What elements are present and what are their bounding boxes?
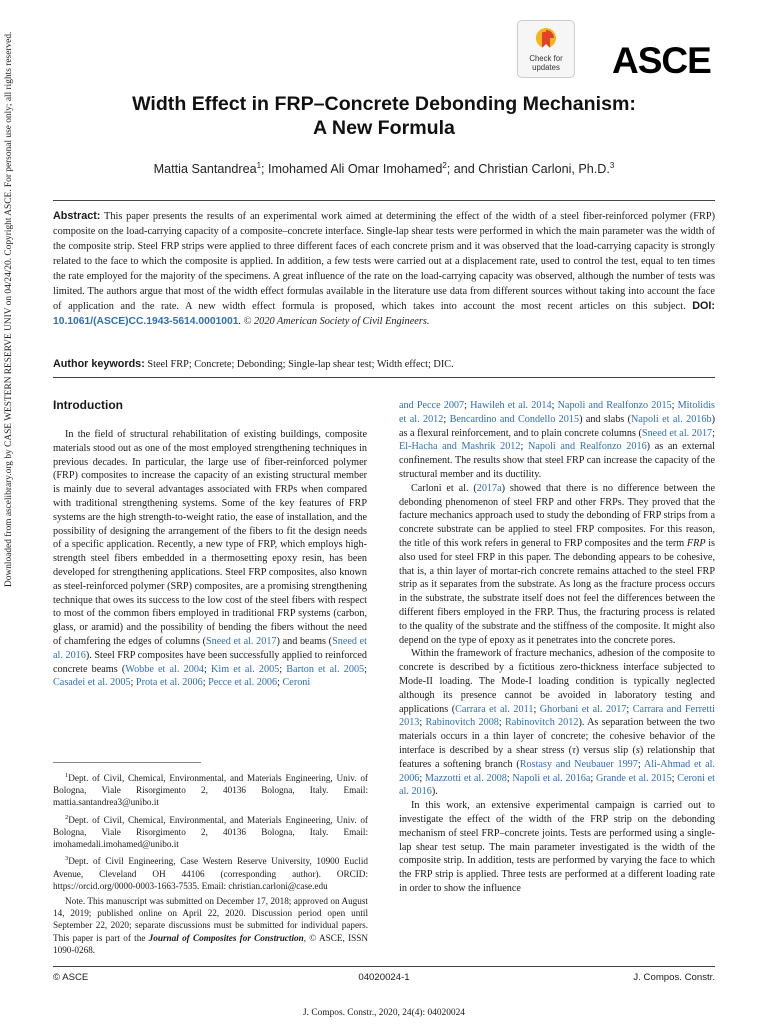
separator: ; <box>279 663 287 675</box>
asce-logo: ASCE <box>612 40 711 81</box>
separator: ; <box>533 703 540 715</box>
text-run: ) relationship that features a softening branch ( <box>399 744 715 770</box>
ref-link[interactable]: Carrara and Ferretti 2013 <box>399 703 715 729</box>
separator: ; <box>520 441 528 453</box>
ref-link[interactable]: Bencardino and Condello 2015 <box>449 413 580 425</box>
slip-symbol: s <box>635 744 640 756</box>
footnote-2 <box>53 812 368 851</box>
abstract-text: This paper presents the results of an experimental work aimed at determining the effect of the width of a steel fiber-reinforced polymer (FRP) composite on the load-carrying capacity of a composite–concrete interface. Single-lap shear tests were performed in which the main parameter was the width of the composite strip. Steel FRP strips were applied to three different faces of each concrete prism and it was observed that the load-carrying capacity is strongly related to the face to which the composite is applied. In addition, a few tests were carried out at a displacement rate, used to control the test, equal to ten times the rate employed for the majority of the specimens. A great influence of the rate on the load-carrying capacity was observed, although the number of tests was limited. The authors argue that most of the width effect formulas available in the literature use data from different sources without taking into account the face of application and the rate. A new width effect formula is proposed, which takes into account the most recent articles on this subject. <box>53 211 715 313</box>
abstract-copyright: . © 2020 American Society of Civil Engineers. <box>238 316 430 328</box>
title-line-2: A New Formula <box>313 117 455 139</box>
ref-link[interactable]: Napoli and Realfonzo 2016 <box>528 441 647 453</box>
fn-mark: 3 <box>65 855 69 863</box>
ref-link[interactable]: Barton et al. 2005 <box>286 663 365 675</box>
footnote-1-text: Dept. of Civil, Chemical, Environmental, and Materials Engineering, Univ. of Bologna, Viale Risorgimento 2, 40136 Bologna, Italy. Email: mattia.santandrea3@unibo.it <box>53 773 368 808</box>
separator: ; <box>498 717 505 729</box>
author-3: ; and Christian Carloni, Ph.D. <box>446 162 610 177</box>
footer-journal-abbrev: J. Compos. Constr. <box>633 972 715 983</box>
ref-link[interactable]: Sneed et al. 2017 <box>641 427 713 439</box>
intro-paragraph-3 <box>399 647 715 799</box>
footnote-rule <box>53 762 201 763</box>
footer-copyright: © ASCE <box>53 972 89 983</box>
separator: ; <box>277 677 283 689</box>
doi-label: DOI: <box>692 300 715 313</box>
author-1-affil: 1 <box>256 161 262 170</box>
separator: ; <box>712 427 715 439</box>
keywords-bottom-rule <box>53 377 715 378</box>
manuscript-note <box>53 895 368 956</box>
text-run: ). <box>431 786 438 798</box>
journal-citation: J. Compos. Constr., 2020, 24(4): 04020024 <box>303 1008 465 1018</box>
doi-link[interactable]: 10.1061/(ASCE)CC.1943-5614.0001001 <box>53 316 239 328</box>
ref-link[interactable]: Napoli and Realfonzo 2015 <box>557 400 672 411</box>
download-notice: Downloaded from ascelibrary.org by CASE WESTERN RESERVE UNIV on 04/24/20. Copyright ASCE. For personal use only; all rights reserved. <box>4 31 14 587</box>
separator: ; <box>671 772 678 784</box>
keywords-text: Steel FRP; Concrete; Debonding; Single-lap shear test; Width effect; DIC. <box>144 359 454 370</box>
abstract <box>53 209 715 330</box>
left-column <box>53 428 367 690</box>
author-1: Mattia Santandrea <box>153 162 257 177</box>
separator: ; <box>419 772 425 784</box>
ref-link[interactable]: Kim et al. 2005 <box>211 663 280 675</box>
separator: ; <box>364 663 367 675</box>
ref-link[interactable]: Wobbe et al. 2004 <box>125 663 205 675</box>
text-run: ) as a flexural reinforcement, and to plain concrete columns ( <box>399 413 715 439</box>
ref-link[interactable]: El-Hacha and Mashrik 2012 <box>399 441 521 453</box>
paper-title <box>60 92 708 140</box>
check-for-updates-badge[interactable] <box>517 20 575 78</box>
text-run: ) showed that there is no difference between the debonding phenomenon of steel FRP and other FRPs. They proved that the facture mechanics approach used to study the debonding of FRP strips from a concrete substrate can be applied to steel FRP composites. For this reason, the title of this work refers in general to FRP composites and the term <box>399 482 715 549</box>
ref-link[interactable]: Sneed et al. 2017 <box>205 635 277 647</box>
ref-link[interactable]: Rabinovitch 2012 <box>505 717 579 729</box>
ref-link[interactable]: Sneed et al. 2016 <box>53 635 367 661</box>
author-3-affil: 3 <box>609 161 615 170</box>
separator: ; <box>443 413 450 425</box>
fn-mark: 2 <box>65 813 69 821</box>
ref-link[interactable]: Mitolidis et al. 2012 <box>399 400 715 425</box>
footnotes <box>53 770 368 959</box>
text-run: ) as an external confinement. The results show that steel FRP can increase the capacity of the structural member and its ductility. <box>399 441 715 480</box>
note-text: Note. This manuscript was submitted on December 17, 2018; approved on August 14, 2019; published online on April 22, 2020. Discussion period open until September 22, 2020; separate discussions must be submitted for individual papers. This paper is part of the <box>53 896 368 943</box>
abstract-top-rule <box>53 200 715 201</box>
ref-link[interactable]: Napoli et al. 2016b <box>631 413 712 425</box>
text-run: ) and slabs ( <box>579 413 632 425</box>
note-journal: Journal of Composites for Construction <box>148 932 304 943</box>
author-list <box>60 157 708 178</box>
separator: ; <box>551 400 558 411</box>
right-column <box>399 399 715 896</box>
ref-link[interactable]: Grande et al. 2015 <box>595 772 672 784</box>
intro-paragraph-2 <box>399 482 715 648</box>
separator: ; <box>464 400 471 411</box>
footnote-3 <box>53 853 368 892</box>
check-updates-icon <box>535 27 557 51</box>
badge-line-1: Check for <box>529 54 563 63</box>
paragraph-continued <box>399 399 715 482</box>
separator: ; <box>419 717 426 729</box>
author-2-affil: 2 <box>442 161 447 170</box>
badge-line-2: updates <box>532 63 560 72</box>
ref-link[interactable]: Pecce et al. 2006 <box>208 677 278 689</box>
intro-paragraph-4 <box>399 799 715 896</box>
separator: ; <box>506 772 513 784</box>
ref-link[interactable]: Hawileh et al. 2014 <box>470 400 552 411</box>
ref-link[interactable]: Mazzotti et al. 2008 <box>424 772 507 784</box>
separator: ; <box>626 703 633 715</box>
ref-link[interactable]: Casadei et al. 2005 <box>53 677 131 689</box>
text-run: Carloni et al. ( <box>411 482 477 494</box>
ref-link[interactable]: Rabinovitch 2008 <box>425 717 499 729</box>
ref-link[interactable]: Ceroni et al. 2016 <box>399 772 716 798</box>
separator: ; <box>671 400 678 411</box>
author-2: ; Imohamed Ali Omar Imohamed <box>261 162 443 177</box>
text-run: ). Steel FRP composites have been successfully applied to reinforced concrete beams ( <box>53 649 367 675</box>
italic-term: FRP <box>686 537 706 549</box>
text-run: ). As separation between the two materials occurs in a thin layer of concrete; the cohesive behavior of the interface is described by a shear stress ( <box>399 717 715 756</box>
text-run: is also used for steel FRP in this paper. The debonding appears to be cohesive, that is, a thin layer of mortar-rich concrete remains attached to the steel FRP strip as it separates from the substrate. As long as the fracture process occurs in the substrate, the substrate itself does not feel the differences between the different fibers employed in the FRP. Thus, the fracturing process is related to the quality of the substrate and the stiffness of the composite. It might also depend on the type of epoxy as it penetrates into the concrete pores. <box>399 537 716 646</box>
footer-rule <box>53 966 715 967</box>
footnote-1 <box>53 770 368 809</box>
text-run: In this work, an extensive experimental campaign is carried out to investigate the effect of the width of the FRP strip on the debonding mechanism of steel FRP–concrete joints. Tests are performed using a single-lap shear test setup. The main parameter investigated is the width of the composite strip. In addition, tests are performed by varying the face to which the FRP strip is applied. Three tests are performed at a different loading rate in order to show the influence <box>399 800 715 894</box>
ref-link[interactable]: Prota et al. 2006 <box>135 677 203 689</box>
keywords-label: Author keywords: <box>53 358 145 370</box>
separator: ; <box>204 663 212 675</box>
separator: ; <box>590 772 596 784</box>
text-run: In the field of structural rehabilitation of existing buildings, composite materials stood out as one of the most employed strengthening techniques in previous decades. In particular, the large use of fiber-reinforced polymer (FRP) composites to increase the capacity of an existing structural member is mainly due to several advantages associated with FRPs when compared with traditional strengthening systems. Some of the key features of FRP systems are the high strength-to-weight ratio, the ease of installation, and the possibility of designing the arrangement of the fibers to fit the design needs of a specific application. Recently, a new type of FRP, which employs high-strength steel fibers embedded in a thermosetting epoxy resin, has been developed for strengthening applications. Steel FRP composites, also known as steel-reinforced polymer (SRP) composites, are a promising strengthening technique that owes its success to the low cost of the steel fibers with respect to most of the common fibers employed in traditional FRP systems (carbon, glass, or aramid) and the possibility of bending the fibers without the need of chamfering the edges of columns ( <box>53 429 367 647</box>
ref-link[interactable]: and Pecce 2007 <box>399 400 465 411</box>
text-run: ) and beams ( <box>276 635 333 647</box>
footnote-2-text: Dept. of Civil, Chemical, Environmental, and Materials Engineering, Univ. of Bologna, Viale Risorgimento 2, 40136 Bologna, Italy. Email: imohamedali.imohamed@unibo.it <box>53 814 368 850</box>
intro-paragraph-1 <box>53 428 367 690</box>
author-keywords <box>53 357 715 372</box>
ref-link[interactable]: 2017a <box>476 482 502 494</box>
ref-link[interactable]: Carrara et al. 2011 <box>455 703 534 715</box>
ref-link[interactable]: Napoli et al. 2016a <box>512 772 591 784</box>
tau-symbol: τ <box>572 744 576 756</box>
separator: ; <box>202 677 209 689</box>
footer-article-number: 04020024-1 <box>358 972 410 983</box>
abstract-label: Abstract: <box>53 210 101 222</box>
separator: ; <box>130 677 136 689</box>
section-heading-introduction: Introduction <box>53 398 123 412</box>
fn-mark: 1 <box>65 772 69 779</box>
text-run: ) versus slip ( <box>575 744 636 756</box>
note-text-end: , © ASCE, ISSN 1090-0268. <box>53 932 368 955</box>
ref-link[interactable]: Ceroni <box>282 677 311 689</box>
text-run: Within the framework of fracture mechanics, adhesion of the composite to concrete is described by a fictitious zero-thickness interface subjected to Mode-II loading. The Mode-I loading condition is typically neglected although its presence cannot be avoided in laboratory testing and applications ( <box>399 648 715 715</box>
separator: ; <box>637 758 644 770</box>
footnote-3-text: Dept. of Civil Engineering, Case Western Reserve University, 10900 Euclid Avenue, Cleveland OH 44106 (corresponding author). ORCID: https://orcid.org/0000-0003-1663-7535. Email: christian.carloni@case.edu <box>53 856 368 891</box>
title-line-1: Width Effect in FRP–Concrete Debonding Mechanism: <box>132 93 636 115</box>
ref-link[interactable]: Ali-Ahmad et al. 2006 <box>399 758 715 784</box>
ref-link[interactable]: Ghorbani et al. 2017 <box>539 703 627 715</box>
ref-link[interactable]: Rostasy and Neubauer 1997 <box>519 758 638 770</box>
